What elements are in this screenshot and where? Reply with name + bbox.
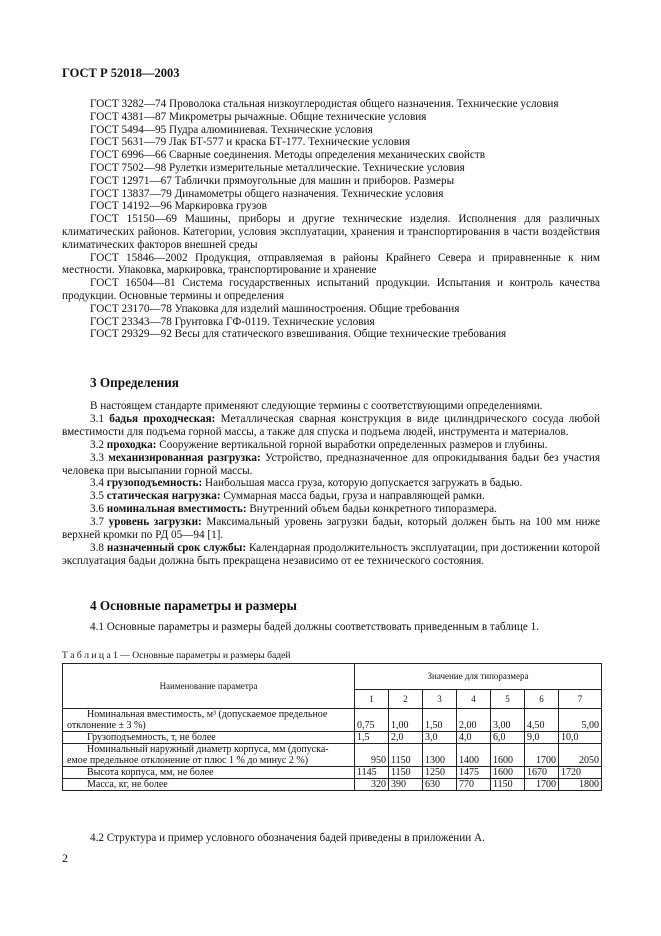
parameter-name-line: емое предельное отклонение от плюс 1 % до минус 2 %)	[67, 755, 309, 766]
parameter-value: 2,0	[389, 732, 423, 744]
parameters-table	[62, 663, 602, 791]
size-header: 3	[423, 689, 457, 708]
definition-text: Внутренний объем бадьи конкретного типоразмера.	[249, 503, 497, 516]
definition-text: Наибольшая масса груза, которую допускается загружать в бадью.	[204, 477, 523, 490]
reference-item: ГОСТ 29329—92 Весы для статического взвешивания. Общие технические требования	[90, 328, 507, 341]
section-3-title: 3 Определения	[90, 375, 179, 390]
definition-term: назначенный срок службы:	[106, 541, 247, 554]
reference-item: ГОСТ 3282—74 Проволока стальная низкоуглеродистая общего назначения. Технические условия	[90, 98, 559, 110]
parameter-value: 6,0	[491, 732, 525, 744]
parameter-value: 1475	[457, 767, 491, 779]
parameter-value: 1700	[525, 779, 559, 791]
definition-term: проходка:	[106, 438, 157, 451]
definition-item	[62, 413, 600, 439]
definitions-list	[62, 400, 600, 568]
definition-number: 3.4	[90, 477, 104, 490]
reference-item: ГОСТ 23343—78 Грунтовка ГФ-0119. Технические условия	[90, 315, 375, 328]
definition-item	[62, 452, 600, 478]
parameter-name	[63, 709, 355, 732]
definition-term: грузоподъемность:	[106, 477, 203, 490]
reference-item: ГОСТ 16504—81 Система государственных испытаний продукции. Испытания и контроль качества продукции. Основные термины и определения	[62, 277, 600, 302]
column-header-parameter: Наименование параметра	[63, 664, 355, 709]
reference-item: ГОСТ 12971—67 Таблички прямоугольные для машин и приборов. Размеры	[90, 174, 455, 187]
definition-text: Суммарная масса бадьи, груза и направляющей рамки.	[223, 490, 485, 503]
definition-text: Металлическая сварная конструкция в виде цилиндрического сосуда любой вместимости для подъема горной массы, а также для спуска и подъема людей, инструмента и материалов.	[62, 412, 601, 438]
reference-item: ГОСТ 7502—98 Рулетки измерительные металлические. Технические условия	[90, 161, 465, 174]
size-header: 6	[525, 689, 559, 708]
document-header: ГОСТ Р 52018—2003	[62, 66, 180, 80]
definition-term: номинальная вместимость:	[106, 503, 247, 516]
definition-number: 3.7	[90, 516, 104, 529]
table-caption: Т а б л и ц а 1 — Основные параметры и размеры бадей	[62, 650, 291, 661]
parameter-value: 3,0	[423, 732, 457, 744]
definition-text: Календарная продолжительность эксплуатации, при достижении которой эксплуатация бадьи должна быть прекращена независимо от ее технического состояния.	[62, 541, 600, 567]
reference-item: ГОСТ 5631—79 Лак БТ-577 и краска БТ-177. Технические условия	[90, 136, 411, 149]
reference-item: ГОСТ 13837—79 Динамометры общего назначения. Технические условия	[90, 187, 444, 200]
parameter-name	[63, 767, 355, 779]
parameter-value: 1800	[559, 779, 602, 791]
parameter-value: 0,75	[355, 709, 389, 732]
parameter-value: 1150	[491, 779, 525, 791]
parameter-value: 1145	[355, 767, 389, 779]
parameter-value: 950	[355, 744, 389, 767]
definition-term: уровень загрузки:	[108, 516, 202, 529]
definition-text: Устройство, предназначенное для опрокидывания бадьи без участия человека при высыпании горной массы.	[62, 451, 600, 477]
definition-term: механизированная разгрузка:	[108, 451, 261, 464]
parameter-value: 630	[423, 779, 457, 791]
parameter-value: 1700	[525, 744, 559, 767]
section-4-title: 4 Основные параметры и размеры	[90, 598, 297, 613]
definition-number: 3.8	[90, 541, 104, 554]
reference-item: ГОСТ 15150—69 Машины, приборы и другие технические изделия. Исполнения для различных климатических районов. Категории, условия эксплуатации, хранения и транспортирования в части воздействия климатических факторов внешней среды	[62, 213, 600, 251]
definition-item	[62, 477, 600, 490]
parameter-value: 1720	[559, 767, 602, 779]
definition-number: 3.6	[90, 503, 104, 516]
parameter-name-line: отклонение ± 3 %)	[67, 720, 146, 731]
parameter-value: 9,0	[525, 732, 559, 744]
parameter-value: 1600	[491, 744, 525, 767]
reference-item: ГОСТ 5494—95 Пудра алюминиевая. Технические условия	[90, 123, 373, 136]
table-row	[63, 709, 602, 732]
reference-item: ГОСТ 4381—87 Микрометры рычажные. Общие технические условия	[90, 110, 427, 123]
parameter-value: 1,5	[355, 732, 389, 744]
parameter-value: 4,0	[457, 732, 491, 744]
parameter-name-line: Номинальная вместимость, м³ (допускаемое предельное	[87, 709, 328, 720]
definition-text: Максимальный уровень загрузки бадьи, который должен быть на 100 мм ниже верхней кромки по РД 05—94 [1].	[62, 516, 600, 542]
definition-item	[62, 542, 600, 568]
parameter-value: 1600	[491, 767, 525, 779]
definition-term: статическая нагрузка:	[106, 490, 221, 503]
paragraph-4-2: 4.2 Структура и пример условного обозначения бадей приведены в приложении А.	[90, 832, 485, 844]
parameter-value: 1250	[423, 767, 457, 779]
definition-term: бадья проходческая:	[109, 412, 216, 425]
parameter-value: 1,50	[423, 709, 457, 732]
parameter-value: 1,00	[389, 709, 423, 732]
parameter-value: 1300	[423, 744, 457, 767]
definition-number: 3.3	[90, 451, 104, 464]
definition-item	[62, 490, 600, 503]
reference-item: ГОСТ 6996—66 Сварные соединения. Методы определения механических свойств	[90, 149, 486, 162]
parameter-value: 1400	[457, 744, 491, 767]
parameter-name	[63, 779, 355, 791]
parameter-value: 770	[457, 779, 491, 791]
definitions-intro: В настоящем стандарте применяют следующие термины с соответствующими определениями.	[90, 400, 543, 412]
definition-item	[62, 516, 600, 542]
normative-references	[62, 98, 600, 341]
paragraph-4-1: 4.1 Основные параметры и размеры бадей должны соответствовать приведенным в таблице 1.	[90, 621, 540, 633]
parameter-value: 2050	[559, 744, 602, 767]
parameter-name-line: Масса, кг, не более	[87, 779, 168, 790]
definition-number: 3.1	[90, 412, 104, 425]
size-header: 4	[457, 689, 491, 708]
definition-item	[62, 439, 600, 452]
parameter-value: 1150	[389, 767, 423, 779]
parameter-value: 10,0	[559, 732, 602, 744]
parameter-value: 1670	[525, 767, 559, 779]
parameter-name-line: Номинальный наружный диаметр корпуса, мм (допуска-	[87, 744, 329, 755]
parameter-value: 5,00	[559, 709, 602, 732]
size-header: 1	[355, 689, 389, 708]
parameter-value: 1150	[389, 744, 423, 767]
reference-item: ГОСТ 14192—96 Маркировка грузов	[90, 200, 267, 213]
parameter-value: 4,50	[525, 709, 559, 732]
table-row	[63, 744, 602, 767]
reference-item: ГОСТ 15846—2002 Продукция, отправляемая в районы Крайнего Севера и приравненные к ним местности. Упаковка, маркировка, транспортирование и хранение	[62, 251, 600, 277]
parameter-name	[63, 744, 355, 767]
parameter-name-line: Грузоподъемность, т, не более	[87, 732, 216, 743]
parameter-name-line: Высота корпуса, мм, не более	[87, 767, 214, 778]
definition-number: 3.5	[90, 490, 104, 503]
definition-text: Сооружение вертикальной горной выработки определенных размеров и глубины.	[159, 438, 548, 451]
table-row	[63, 767, 602, 779]
page-number: 2	[62, 851, 68, 865]
parameter-value: 3,00	[491, 709, 525, 732]
table-row	[63, 779, 602, 791]
size-header: 7	[559, 689, 602, 708]
reference-item: ГОСТ 23170—78 Упаковка для изделий машиностроения. Общие требования	[90, 302, 460, 315]
parameter-value: 2,00	[457, 709, 491, 732]
definition-item	[62, 503, 600, 516]
size-header: 2	[389, 689, 423, 708]
parameter-value: 390	[389, 779, 423, 791]
parameter-name	[63, 732, 355, 744]
size-header: 5	[491, 689, 525, 708]
column-header-values: Значение для типоразмера	[355, 664, 602, 690]
definition-number: 3.2	[90, 438, 104, 451]
table-row	[63, 732, 602, 744]
parameter-value: 320	[355, 779, 389, 791]
table-header-row	[63, 664, 602, 690]
